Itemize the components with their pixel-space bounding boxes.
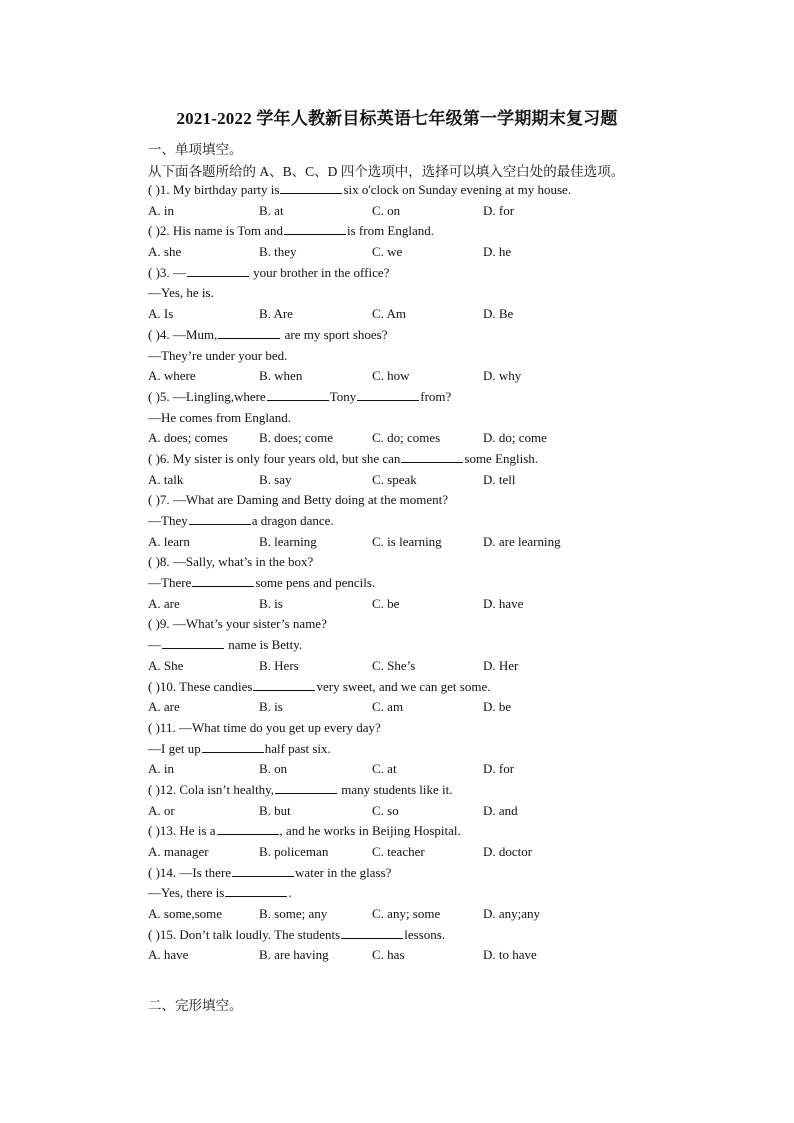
question-text: 2. His name is Tom and (159, 223, 283, 239)
option-b: B. say (259, 471, 292, 487)
answer-bracket[interactable]: ( ) (148, 926, 160, 942)
fill-in-blank (253, 679, 315, 691)
question-item (148, 821, 668, 862)
question-list (148, 180, 668, 966)
option-d: D. tell (483, 471, 516, 487)
option-row (148, 304, 668, 325)
question-stem (148, 821, 668, 842)
question-stem (148, 221, 668, 242)
question-dialogue-line (148, 346, 668, 367)
option-row (148, 428, 668, 449)
answer-bracket[interactable]: ( ) (148, 554, 160, 570)
option-c: C. speak (372, 471, 417, 487)
option-a: A. she (148, 244, 182, 260)
question-text: 3. — (159, 264, 186, 280)
question-stem (148, 863, 668, 884)
option-d: D. he (483, 244, 512, 260)
question-stem (148, 387, 668, 408)
option-d: D. and (483, 802, 518, 818)
option-b: B. is (259, 595, 283, 611)
fill-in-blank (357, 389, 419, 401)
question-text: is from England. (346, 223, 434, 239)
option-b: B. when (259, 368, 303, 384)
question-text: — (148, 637, 161, 653)
question-stem (148, 552, 668, 573)
fill-in-blank (284, 223, 346, 235)
option-c: C. on (372, 202, 401, 218)
question-item (148, 449, 668, 490)
question-dialogue-line (148, 883, 668, 904)
question-stem (148, 925, 668, 946)
option-a: A. manager (148, 844, 209, 859)
question-text: 12. Cola isn’t healthy, (159, 781, 275, 797)
question-text: some English. (464, 450, 539, 466)
option-d: D. to have (483, 947, 537, 963)
answer-bracket[interactable]: ( ) (148, 823, 160, 839)
question-dialogue-line (148, 635, 668, 656)
answer-bracket[interactable]: ( ) (148, 450, 160, 466)
option-b: B. some; any (259, 906, 328, 922)
fill-in-blank (275, 782, 337, 794)
option-c: C. be (372, 595, 400, 611)
option-c: C. do; comes (372, 430, 441, 446)
fill-in-blank (218, 327, 280, 339)
question-item (148, 925, 668, 966)
question-item (148, 221, 668, 262)
option-a: A. does; comes (148, 430, 228, 446)
option-row (148, 201, 668, 222)
option-row (148, 532, 668, 553)
question-item (148, 180, 668, 221)
question-text: 8. —Sally, what’s in the box? (159, 554, 314, 570)
question-item (148, 718, 668, 780)
option-a: A. Is (148, 306, 174, 322)
option-row (148, 801, 668, 822)
question-text: very sweet, and we can get some. (316, 678, 491, 694)
question-item (148, 863, 668, 925)
question-dialogue-line (148, 511, 668, 532)
question-text: —Yes, he is. (148, 285, 214, 301)
question-text: —They’re under your bed. (148, 347, 288, 363)
answer-bracket[interactable]: ( ) (148, 492, 160, 508)
question-stem (148, 780, 668, 801)
question-text: 7. —What are Daming and Betty doing at the moment? (159, 492, 449, 508)
question-text: —He comes from England. (148, 409, 291, 425)
option-b: B. Are (259, 306, 293, 322)
option-a: A. in (148, 202, 174, 218)
question-text: six o'clock on Sunday evening at my house. (343, 182, 572, 197)
section-1-instruction: 从下面各题所给的 A、B、C、D 四个选项中，选择可以填入空白处的最佳选项。 (148, 164, 625, 179)
question-text: water in the glass? (295, 864, 392, 880)
option-d: D. are learning (483, 533, 561, 549)
page-title: 2021-2022 学年人教新目标英语七年级第一学期期末复习题 (176, 109, 618, 128)
option-d: D. doctor (483, 844, 533, 859)
option-c: C. so (372, 802, 399, 818)
option-row (148, 759, 668, 780)
option-d: D. for (483, 202, 515, 218)
answer-bracket[interactable]: ( ) (148, 781, 160, 797)
option-d: D. for (483, 761, 515, 777)
question-text: —Yes, there is (148, 885, 225, 901)
fill-in-blank (280, 182, 342, 194)
option-a: A. in (148, 761, 174, 777)
option-d: D. any;any (483, 906, 541, 922)
option-row (148, 366, 668, 387)
question-stem (148, 490, 668, 511)
fill-in-blank (401, 451, 463, 463)
option-row (148, 945, 668, 966)
question-text: a dragon dance. (251, 513, 334, 528)
question-item (148, 263, 668, 325)
question-text: some pens and pencils. (255, 575, 376, 591)
option-d: D. Be (483, 306, 514, 322)
answer-bracket[interactable]: ( ) (148, 326, 160, 342)
fill-in-blank (192, 575, 254, 587)
option-b: B. learning (259, 533, 317, 549)
option-b: B. Hers (259, 657, 299, 673)
question-text: 9. —What’s your sister’s name? (159, 616, 327, 632)
question-stem (148, 718, 668, 739)
question-item (148, 677, 668, 718)
option-c: C. teacher (372, 844, 425, 859)
question-item (148, 614, 668, 676)
question-dialogue-line (148, 408, 668, 429)
question-text: from? (420, 388, 452, 404)
option-row (148, 470, 668, 491)
option-a: A. learn (148, 533, 190, 549)
answer-bracket[interactable]: ( ) (148, 264, 160, 280)
question-text: 10. These candies (159, 678, 253, 694)
option-a: A. where (148, 368, 196, 384)
fill-in-blank (341, 927, 403, 939)
option-a: A. are (148, 699, 180, 715)
option-row (148, 594, 668, 615)
option-a: A. have (148, 947, 189, 963)
option-row (148, 904, 668, 925)
question-dialogue-line (148, 573, 668, 594)
question-text: —They (148, 513, 188, 528)
question-stem (148, 263, 668, 284)
option-a: A. or (148, 802, 175, 818)
option-a: A. some,some (148, 906, 223, 922)
question-text: many students like it. (338, 781, 453, 797)
question-item (148, 780, 668, 821)
option-c: C. has (372, 947, 405, 963)
option-c: C. She’s (372, 657, 416, 673)
fill-in-blank (225, 885, 287, 897)
question-dialogue-line (148, 283, 668, 304)
question-stem (148, 677, 668, 698)
fill-in-blank (202, 741, 264, 753)
option-c: C. at (372, 761, 397, 777)
question-stem (148, 325, 668, 346)
fill-in-blank (162, 637, 224, 649)
option-d: D. have (483, 595, 524, 611)
question-text: half past six. (264, 740, 331, 756)
question-item (148, 325, 668, 387)
section-1-heading: 一、单项填空。 (148, 142, 243, 157)
option-c: C. is learning (372, 533, 442, 549)
option-a: A. She (148, 657, 184, 673)
answer-bracket[interactable]: ( ) (148, 616, 160, 632)
question-dialogue-line (148, 739, 668, 760)
fill-in-blank (232, 865, 294, 877)
option-d: D. why (483, 368, 522, 384)
answer-bracket[interactable]: ( ) (148, 678, 160, 694)
question-text: Tony (329, 388, 357, 404)
question-item (148, 552, 668, 614)
option-b: B. does; come (259, 430, 334, 446)
answer-bracket[interactable]: ( ) (148, 864, 160, 880)
question-text: 13. He is a (159, 823, 216, 839)
question-text: your brother in the office? (249, 264, 390, 280)
option-row (148, 242, 668, 263)
question-stem (148, 614, 668, 635)
fill-in-blank (187, 265, 249, 277)
option-b: B. are having (259, 947, 329, 963)
question-text: 11. —What time do you get up every day? (159, 719, 381, 735)
question-text: 15. Don’t talk loudly. The students (159, 926, 341, 942)
option-c: C. any; some (372, 906, 441, 922)
fill-in-blank (217, 823, 279, 835)
question-text: name is Betty. (225, 637, 303, 653)
question-text: . (288, 885, 292, 901)
option-a: A. are (148, 595, 180, 611)
option-d: D. do; come (483, 430, 547, 446)
question-text: —There (148, 575, 192, 591)
option-b: B. they (259, 244, 297, 260)
option-a: A. talk (148, 471, 184, 487)
answer-bracket[interactable]: ( ) (148, 719, 160, 735)
option-row (148, 656, 668, 677)
question-item (148, 490, 668, 552)
option-row (148, 697, 668, 718)
question-text: —I get up (148, 740, 201, 756)
option-row (148, 842, 668, 863)
option-b: B. at (259, 202, 284, 218)
question-text: 1. My birthday party is (159, 182, 280, 197)
fill-in-blank (189, 513, 251, 525)
option-b: B. is (259, 699, 283, 715)
option-b: B. on (259, 761, 288, 777)
question-text: 5. —Lingling,where (159, 388, 266, 404)
question-text: are my sport shoes? (281, 326, 388, 342)
question-text: 14. —Is there (159, 864, 232, 880)
option-c: C. Am (372, 306, 406, 322)
option-d: D. be (483, 699, 512, 715)
option-c: C. am (372, 699, 404, 715)
question-stem (148, 180, 668, 201)
fill-in-blank (267, 389, 329, 401)
question-text: , and he works in Beijing Hospital. (279, 823, 461, 839)
answer-bracket[interactable]: ( ) (148, 182, 160, 197)
option-b: B. policeman (259, 844, 329, 859)
question-text: 4. —Mum, (159, 326, 218, 342)
option-c: C. we (372, 244, 403, 260)
question-text: 6. My sister is only four years old, but she can (159, 450, 401, 466)
section-2-heading: 二、完形填空。 (148, 998, 243, 1013)
answer-bracket[interactable]: ( ) (148, 388, 160, 404)
question-item (148, 387, 668, 449)
option-b: B. but (259, 802, 291, 818)
option-d: D. Her (483, 657, 519, 673)
question-stem (148, 449, 668, 470)
answer-bracket[interactable]: ( ) (148, 223, 160, 239)
question-text: lessons. (404, 926, 446, 942)
option-c: C. how (372, 368, 410, 384)
